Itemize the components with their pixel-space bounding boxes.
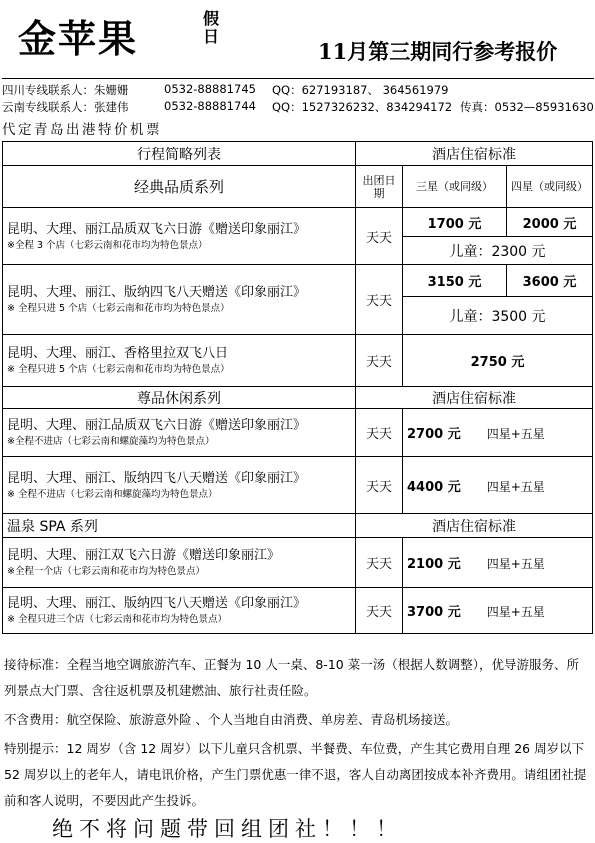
table-row: [3, 208, 593, 237]
departure-date: 天天: [356, 265, 403, 335]
reception-standard: 接待标准：全程当地空调旅游汽车、正餐为 10 人一桌、8-10 菜一汤（根据人数调整），优导游服务、所列景点大门票、含往返机票及机建燃油、旅行社责任险。: [4, 657, 579, 698]
leisure-hotel-header: 酒店住宿标准: [356, 387, 593, 409]
sichuan-contact-label: 四川专线联系人：朱姗姗: [2, 83, 129, 97]
route-note: ※ 全程只进 5 个店（七彩云南和花市均为特色景点）: [7, 364, 230, 375]
table-row: [3, 457, 593, 514]
sichuan-contact-phone: 0532-88881745: [164, 82, 256, 96]
route-name: 昆明、大理、丽江品质双飞六日游《赠送印象丽江》: [7, 418, 307, 433]
yunnan-contact-phone: 0532-88881744: [164, 99, 256, 113]
hotel-standard: 四星+五星: [486, 605, 545, 619]
route-note: ※全程不进店（七彩云南和螺旋藻均为特色景点）: [7, 436, 215, 447]
tour-price: 2700 元: [407, 427, 461, 442]
route-note: ※全程 3 个店（七彩云南和花市均为特色景点）: [7, 239, 208, 251]
hotel-standard: 四星+五星: [486, 427, 545, 441]
table-row: [3, 265, 593, 297]
route-name: 昆明、大理、丽江、香格里拉双飞八日: [7, 346, 229, 361]
departure-date-header: 出团日期: [356, 166, 403, 208]
table-row: [3, 335, 593, 387]
hotel-standard: 四星+五星: [486, 557, 545, 571]
itinerary-header: 行程简略列表: [3, 142, 356, 166]
yunnan-contact-qq: QQ：1527326232、834294172: [272, 100, 453, 114]
leisure-series-title: 尊品休闲系列: [3, 387, 356, 409]
tour-price: 2750 元: [403, 335, 593, 387]
departure-date: 天天: [356, 588, 403, 634]
route-cell: [3, 457, 356, 514]
brand-logo: 金苹果: [18, 16, 139, 61]
table-row: [3, 409, 593, 457]
price-table: [2, 141, 593, 634]
departure-date: 天天: [356, 457, 403, 514]
excluded-costs: 不含费用：航空保险、旅游意外险 、个人当地自由消费、单房差、青岛机场接送。: [4, 712, 458, 727]
tour-price-cell: [403, 409, 593, 457]
child-price: 儿童：2300 元: [403, 237, 593, 265]
special-tips: 特别提示：12 周岁（含 12 周岁）以下儿童只含机票、半餐费、车位费，产生其它费用自理 26 周岁以下 52 周岁以上的老年人，请电讯价格，产生门票优惠一律不退，客人自动离团按成本补齐费用。请组团社提前和客人说明，不要因此产生投诉。: [4, 741, 587, 808]
route-name: 昆明、大理、丽江双飞六日游《赠送印象丽江》: [7, 548, 281, 563]
classic-series-title: 经典品质系列: [3, 166, 356, 208]
child-price: 儿童：3500 元: [403, 297, 593, 335]
fax-number: 传真：0532—85931630: [460, 100, 594, 114]
brand-logo-sub: 假日: [202, 9, 219, 46]
header-divider: [2, 78, 594, 79]
route-name: 昆明、大理、丽江品质双飞六日游《赠送印象丽江》: [7, 221, 307, 237]
tour-price: 2100 元: [407, 557, 461, 572]
leisure-series-row: [3, 387, 593, 409]
spa-hotel-header: 酒店住宿标准: [356, 514, 593, 538]
route-cell: [3, 409, 356, 457]
hotel-standard: 四星+五星: [486, 479, 545, 494]
route-note: ※ 全程只进 5 个店（七彩云南和花市均为特色景点）: [7, 303, 230, 314]
hotel-header: 酒店住宿标准: [356, 142, 593, 166]
departure-date: 天天: [356, 208, 403, 265]
departure-date: 天天: [356, 409, 403, 457]
page-title: 11月第三期同行参考报价: [318, 39, 558, 64]
route-note: ※全程一个店（七彩云南和花市均为特色景点）: [7, 566, 205, 577]
spa-series-row: [3, 514, 593, 538]
route-cell: [3, 588, 356, 634]
flight-ticket-subheading: 代定青岛出港特价机票: [2, 122, 162, 138]
tour-price: 3700 元: [407, 605, 461, 620]
slogan: 绝不将问题带回组团社！！！: [52, 817, 403, 841]
four-star-header: 四星（或同级）: [507, 166, 593, 208]
route-cell: [3, 538, 356, 588]
spa-series-title: 温泉 SPA 系列: [3, 514, 356, 538]
departure-date: 天天: [356, 335, 403, 387]
classic-series-row: [3, 166, 593, 208]
tour-price: 4400 元: [407, 479, 461, 495]
route-note: ※ 全程不进店（七彩云南和螺旋藻均为特色景点）: [7, 488, 218, 500]
yunnan-contact-label: 云南专线联系人：张建伟: [2, 100, 129, 114]
tour-price-cell: [403, 538, 593, 588]
route-name: 昆明、大理、丽江、版纳四飞八天赠送《印象丽江》: [7, 596, 307, 611]
route-cell: [3, 265, 356, 335]
route-name: 昆明、大理、丽江、版纳四飞八天赠送《印象丽江》: [7, 285, 307, 300]
price-three-star: 1700 元: [403, 208, 507, 237]
route-cell: [3, 335, 356, 387]
tour-price-cell: [403, 588, 593, 634]
route-cell: [3, 208, 356, 265]
price-four-star: 3600 元: [507, 265, 593, 297]
departure-date: 天天: [356, 538, 403, 588]
route-note: ※ 全程只进三个店（七彩云南和花市均为特色景点）: [7, 614, 227, 625]
price-three-star: 3150 元: [403, 265, 507, 297]
route-name: 昆明、大理、丽江、版纳四飞八天赠送《印象丽江》: [7, 470, 307, 486]
price-four-star: 2000 元: [507, 208, 593, 237]
table-row: [3, 588, 593, 634]
terms-section: [4, 652, 589, 814]
table-header-row: [3, 142, 593, 166]
three-star-header: 三星（或同级）: [403, 166, 507, 208]
tour-price-cell: [403, 457, 593, 514]
sichuan-contact-qq: QQ：627193187、 364561979: [272, 83, 449, 97]
table-row: [3, 538, 593, 588]
